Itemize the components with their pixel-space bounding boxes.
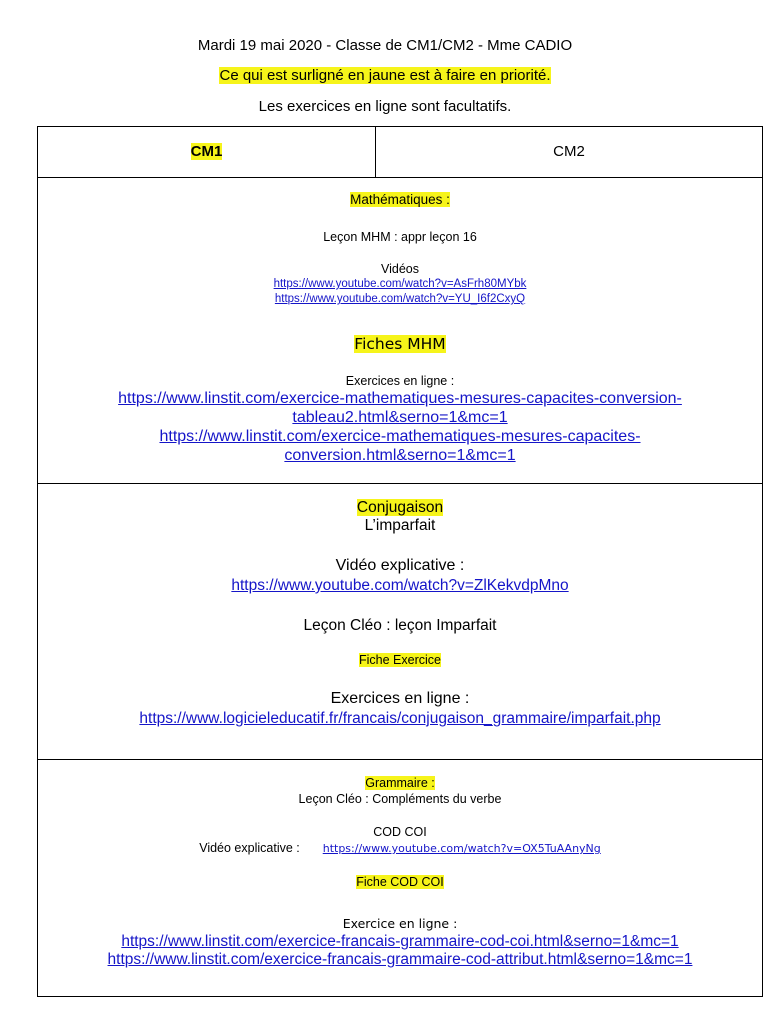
math-fiches-text: Fiches MHM: [354, 335, 446, 353]
math-videos-label: Vidéos: [381, 262, 419, 276]
math-title: [38, 192, 762, 207]
grammar-title: [38, 776, 762, 790]
conjugation-title: [38, 499, 762, 517]
math-exercise-link-1a-text[interactable]: https://www.linstit.com/exercice-mathematiques-mesures-capacites-conversion-: [118, 390, 682, 407]
math-lesson: Leçon MHM : appr leçon 16: [323, 230, 477, 244]
conjugation-exercises-label: Exercices en ligne :: [330, 690, 470, 707]
grammar-title-text: Grammaire :: [365, 776, 435, 790]
grammar-video-label: Vidéo explicative :: [199, 841, 300, 855]
math-video-link-2-text[interactable]: https://www.youtube.com/watch?v=YU_I6f2CxyQ: [274, 293, 526, 305]
conjugation-title-text: Conjugaison: [356, 499, 444, 516]
math-title-text: Mathématiques :: [350, 192, 450, 207]
math-exercise-link-2b-text[interactable]: conversion.html&serno=1&mc=1: [284, 447, 516, 464]
column-header-cm1-text: CM1: [190, 143, 223, 160]
conjugation-section: [38, 484, 762, 760]
grammar-fiche-text: Fiche COD COI: [356, 875, 444, 889]
grammar-exercise-label: Exercice en ligne :: [342, 916, 458, 931]
grammar-subject: COD COI: [373, 825, 427, 839]
grammar-section: [38, 760, 762, 996]
conjugation-fiche-text: Fiche Exercice: [359, 653, 441, 667]
grammar-exercise-link-1-text[interactable]: https://www.linstit.com/exercice-francais-grammaire-cod-coi.html&serno=1&mc=1: [121, 933, 679, 950]
conjugation-subtitle: L’imparfait: [364, 517, 436, 534]
grammar-exercise-link-2-text[interactable]: https://www.linstit.com/exercice-francais-grammaire-cod-attribut.html&serno=1&mc=1: [107, 951, 693, 968]
grammar-exercise-link-2[interactable]: [38, 951, 762, 969]
math-exercise-link-2a[interactable]: [38, 428, 762, 446]
math-exercises-label: Exercices en ligne :: [345, 374, 455, 388]
column-header-cm2: CM2: [553, 143, 585, 160]
conjugation-exercise-link[interactable]: [38, 710, 762, 728]
page-title: Mardi 19 mai 2020 - Classe de CM1/CM2 - Mme CADIO: [197, 37, 573, 54]
grammar-video-row: [38, 841, 762, 855]
math-video-link-1-text[interactable]: https://www.youtube.com/watch?v=AsFrh80MYbk: [273, 278, 527, 290]
conjugation-video-link-text[interactable]: https://www.youtube.com/watch?v=ZlKekvdpMno: [231, 577, 569, 594]
math-section: [38, 178, 762, 484]
math-exercise-link-2a-text[interactable]: https://www.linstit.com/exercice-mathematiques-mesures-capacites-: [159, 428, 641, 445]
conjugation-exercise-link-text[interactable]: https://www.logicieleducatif.fr/francais/conjugaison_grammaire/imparfait.php: [139, 710, 661, 727]
optional-note: Les exercices en ligne sont facultatifs.: [258, 98, 512, 115]
table-header-row: [38, 127, 762, 178]
conjugation-video-label: Vidéo explicative :: [335, 557, 465, 574]
conjugation-lesson: Leçon Cléo : leçon Imparfait: [303, 617, 497, 634]
grammar-lesson: Leçon Cléo : Compléments du verbe: [298, 792, 502, 806]
conjugation-fiche: [38, 653, 762, 667]
math-fiches: [38, 335, 762, 353]
priority-note-text: Ce qui est surligné en jaune est à faire en priorité.: [219, 67, 551, 84]
conjugation-video-link[interactable]: [38, 577, 762, 595]
math-exercise-link-2b[interactable]: [38, 447, 762, 465]
grammar-fiche: [38, 875, 762, 889]
math-exercise-link-1a[interactable]: [38, 390, 762, 408]
column-header-cm1: [38, 127, 375, 177]
math-exercise-link-1b-text[interactable]: tableau2.html&serno=1&mc=1: [292, 409, 508, 426]
grammar-exercise-link-1[interactable]: [38, 933, 762, 951]
grammar-video-link[interactable]: https://www.youtube.com/watch?v=OX5TuAAnyNg: [322, 842, 601, 855]
math-video-link-1[interactable]: [38, 278, 762, 290]
priority-note: [0, 67, 770, 84]
math-exercise-link-1b[interactable]: [38, 409, 762, 427]
schedule-table: [37, 126, 763, 997]
math-video-link-2[interactable]: [38, 293, 762, 305]
